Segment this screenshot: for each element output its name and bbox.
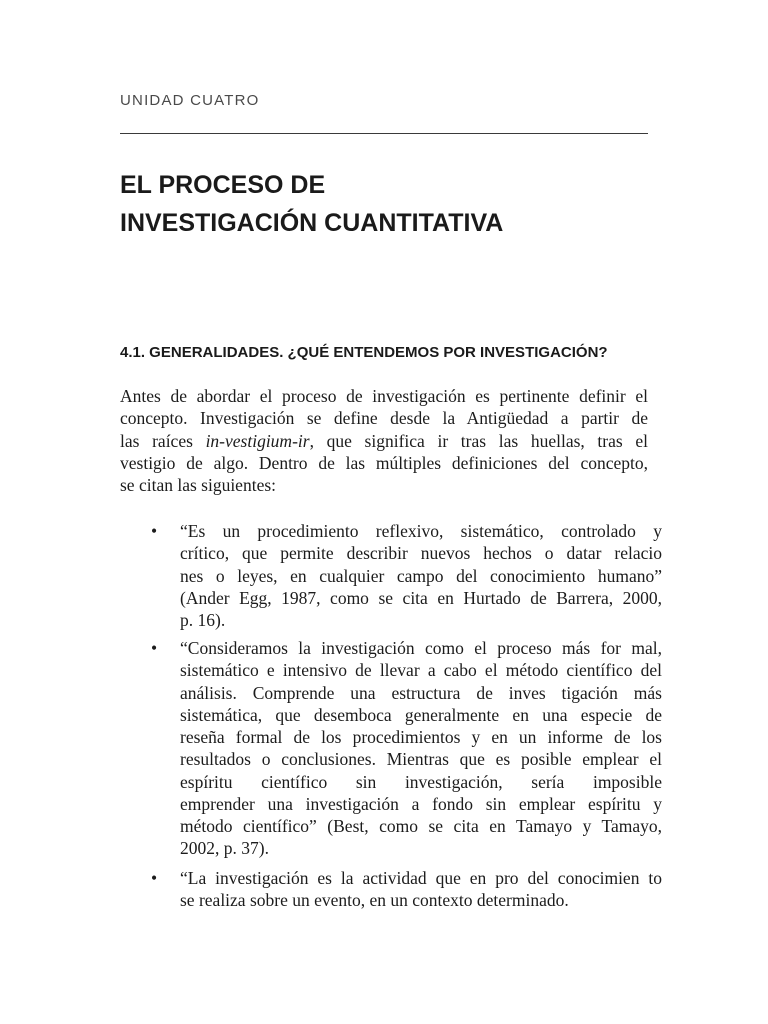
quote-line: “La investigación es la actividad que en pro del conocimien to — [180, 868, 662, 888]
quote-line: se realiza sobre un evento, en un contexto determinado. — [180, 890, 569, 911]
quote-line: “Consideramos la investigación como el proceso más for mal, — [180, 638, 662, 658]
chapter-title-line-1: EL PROCESO DE — [120, 171, 326, 199]
quote-line: (Ander Egg, 1987, como se cita en Hurtado de Barrera, 2000, — [180, 587, 662, 608]
quote-line: análisis. Comprende una estructura de inves tigación más — [180, 682, 662, 703]
intro-line: se citan las siguientes: — [120, 475, 277, 495]
quote-line: sistemático e intensivo de llevar a cabo el método científico del — [180, 660, 662, 681]
quote-item — [151, 637, 662, 860]
quote-item — [151, 867, 662, 912]
quote-line: resultados o conclusiones. Mientras que es posible emplear el — [180, 749, 662, 770]
latin-root-term: in-vestigium-ir — [205, 430, 310, 451]
bullet-icon: • — [151, 521, 158, 541]
quote-line: p. 16). — [180, 610, 226, 630]
header-divider — [120, 133, 648, 134]
quote-line: emprender una investigación a fondo sin emplear espíritu y — [180, 793, 662, 814]
quote-line: reseña formal de los procedimientos y en un informe de los — [180, 727, 662, 747]
intro-paragraph — [120, 385, 648, 496]
quote-line: sistemática, que desemboca generalmente en una especie de — [180, 704, 662, 725]
bullet-icon: • — [151, 638, 158, 658]
intro-line — [120, 430, 648, 452]
quote-line: espíritu científico sin investigación, sería imposible — [180, 771, 662, 792]
intro-line: vestigio de algo. Dentro de las múltiples definiciones del concepto, — [120, 452, 648, 473]
quote-item — [151, 520, 662, 631]
chapter-title-line-2: INVESTIGACIÓN CUANTITATIVA — [120, 209, 504, 237]
section-heading: 4.1. GENERALIDADES. ¿QUÉ ENTENDEMOS POR INVESTIGACIÓN? — [120, 344, 608, 361]
bullet-icon: • — [151, 868, 158, 888]
quote-line: nes o leyes, en cualquier campo del conocimiento humano” — [180, 565, 662, 586]
quote-line: “Es un procedimiento reflexivo, sistemático, controlado y — [180, 521, 662, 541]
quote-line: método científico” (Best, como se cita en Tamayo y Tamayo, — [180, 816, 662, 836]
intro-line-text: , que significa ir tras las huellas, tras el — [309, 430, 648, 451]
chapter-title — [120, 166, 503, 242]
quote-line: crítico, que permite describir nuevos hechos o datar relacio — [180, 543, 662, 564]
intro-line: Antes de abordar el proceso de investigación es pertinente definir el — [120, 386, 648, 406]
quote-line: 2002, p. 37). — [180, 838, 269, 859]
intro-line-text: las raíces — [120, 430, 206, 451]
intro-line: concepto. Investigación se define desde la Antigüedad a partir de — [120, 408, 648, 429]
unit-label: UNIDAD CUATRO — [120, 92, 260, 109]
